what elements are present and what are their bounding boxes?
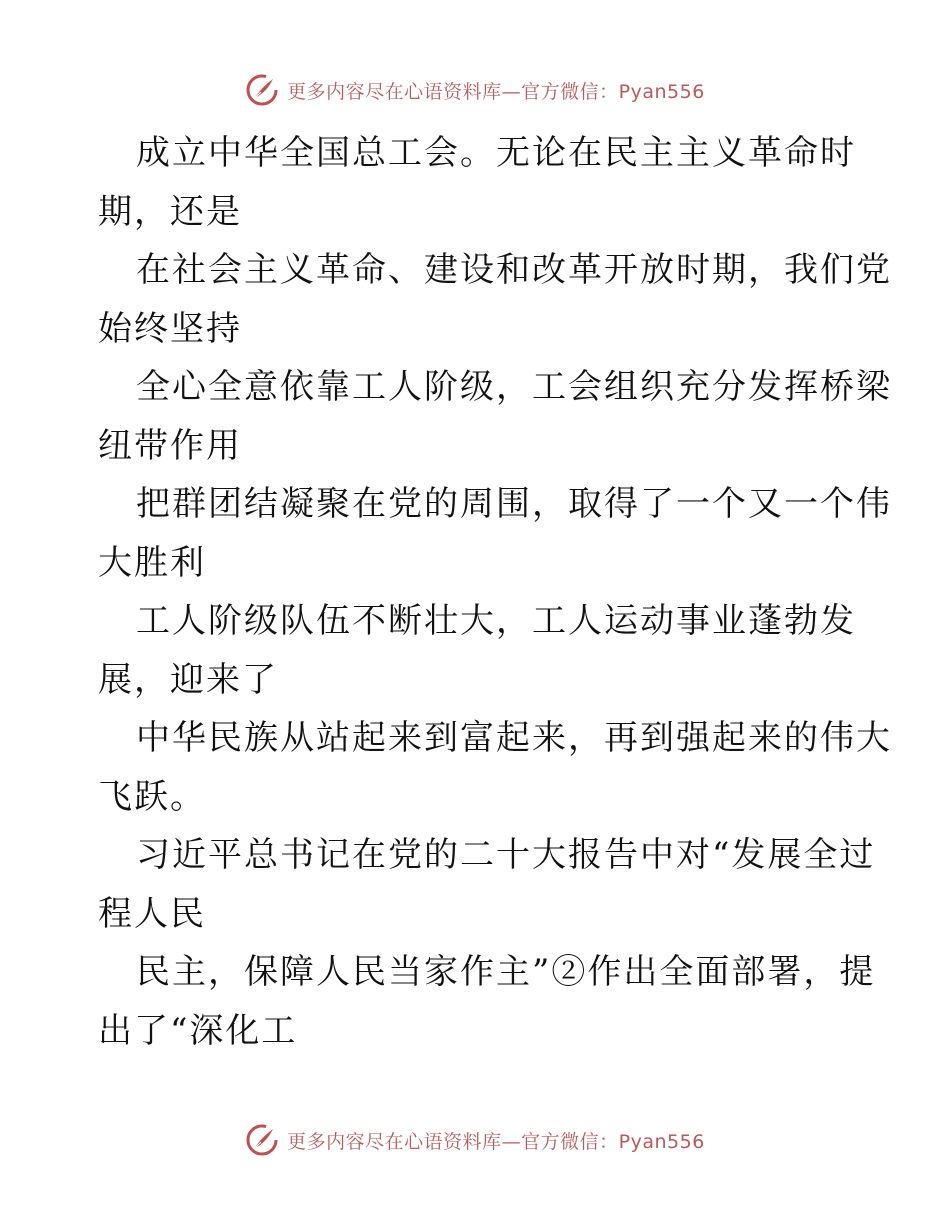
feather-pen-circle-icon bbox=[245, 73, 279, 107]
body-line: 出了“深化工 bbox=[98, 1010, 298, 1051]
watermark-account: Pyan556 bbox=[618, 80, 705, 103]
body-line: 纽带作用 bbox=[98, 425, 242, 466]
body-line: 习近平总书记在党的二十大报告中对“发展全过 bbox=[136, 835, 876, 875]
feather-pen-circle-icon bbox=[245, 1123, 279, 1157]
body-line: 成立中华全国总工会。无论在民主主义革命时 bbox=[136, 133, 856, 173]
body-line: 期，还是 bbox=[98, 191, 242, 232]
watermark-account: Pyan556 bbox=[618, 1130, 705, 1153]
body-line: 程人民 bbox=[98, 893, 206, 934]
body-line: 把群团结凝聚在党的周围，取得了一个又一个伟 bbox=[136, 484, 892, 524]
watermark-text bbox=[287, 1127, 705, 1154]
body-line: 在社会主义革命、建设和改革开放时期，我们党 bbox=[136, 250, 892, 290]
footer-watermark bbox=[0, 1120, 950, 1160]
body-line: 民主，保障人民当家作主”②作出全面部署，提 bbox=[136, 952, 876, 992]
body-line: 展，迎来了 bbox=[98, 659, 278, 700]
document-body bbox=[98, 124, 892, 1060]
body-line: 全心全意依靠工人阶级，工会组织充分发挥桥梁 bbox=[136, 367, 892, 407]
header-watermark bbox=[0, 70, 950, 110]
watermark-text bbox=[287, 77, 705, 104]
body-line: 中华民族从站起来到富起来，再到强起来的伟大 bbox=[136, 718, 892, 758]
watermark-label: 更多内容尽在心语资料库—官方微信： bbox=[287, 1130, 619, 1153]
watermark-label: 更多内容尽在心语资料库—官方微信： bbox=[287, 80, 619, 103]
body-line: 始终坚持 bbox=[98, 308, 242, 349]
body-line: 大胜利 bbox=[98, 542, 206, 583]
body-line: 飞跃。 bbox=[98, 776, 206, 817]
body-line: 工人阶级队伍不断壮大，工人运动事业蓬勃发 bbox=[136, 601, 856, 641]
